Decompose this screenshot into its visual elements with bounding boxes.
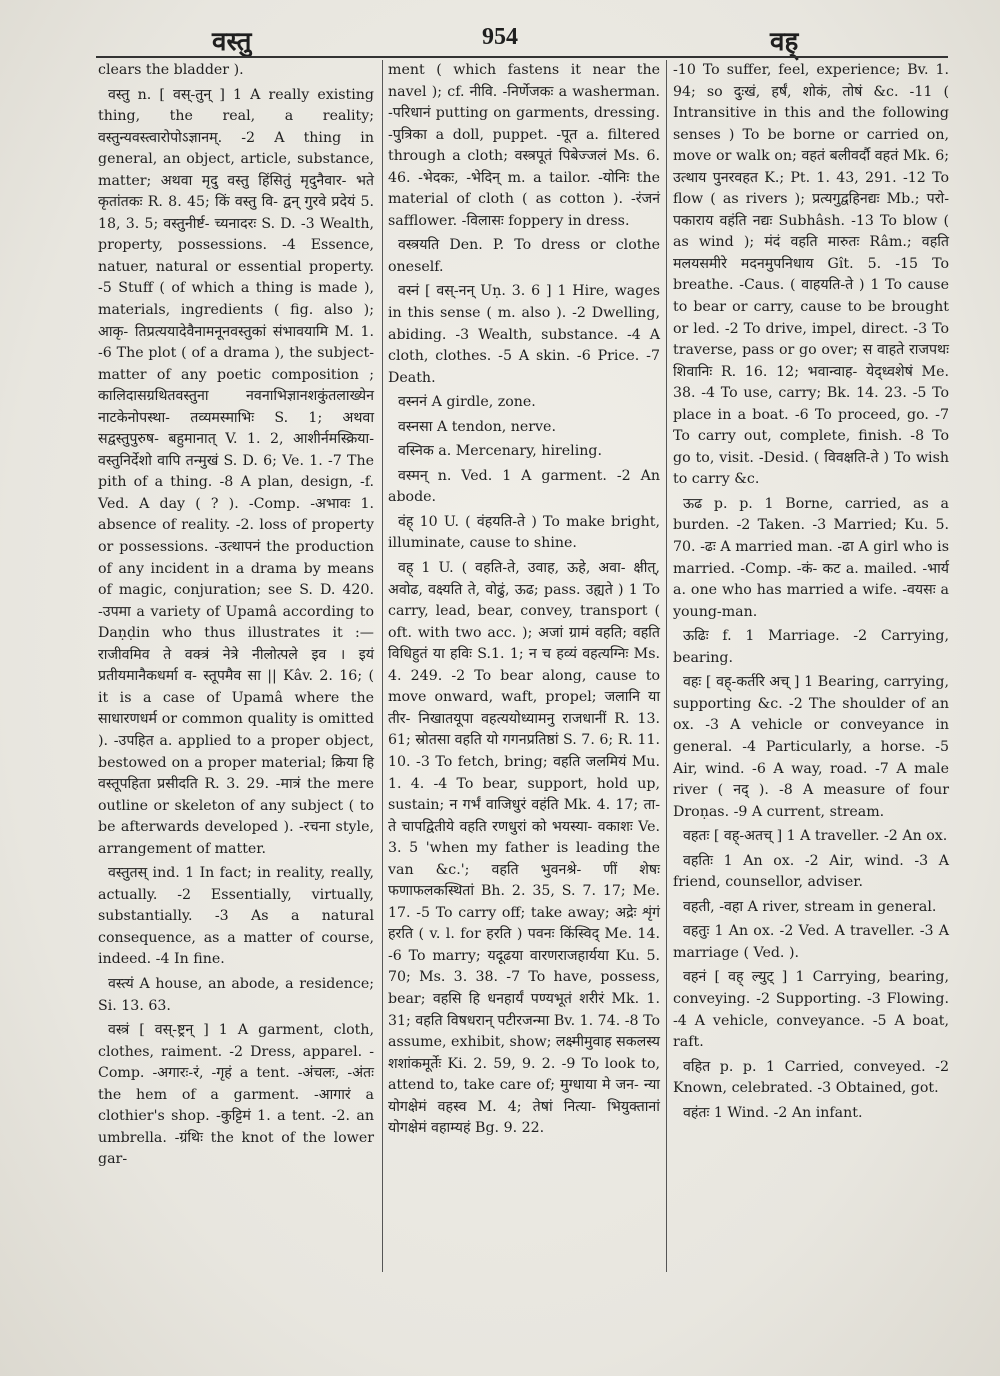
column-right bbox=[673, 60, 949, 1127]
entry-text: वस्नसा A tendon, nerve. bbox=[398, 418, 556, 435]
entry-text: वहित p. p. 1 Carried, conveyed. -2 Known, celebrated. -3 Obtained, got. bbox=[673, 1058, 949, 1097]
column-divider-1 bbox=[382, 60, 383, 1272]
entry-text: वस्तु n. [ वस्-तुन् ] 1 A really existing thing, the real, a reality; वस्तुन्यवस्त्वारोपोऽज्ञानम्. -2 A thing in general, an object, article, substance, matter; अथवा मृदु वस्तु हिंसितुं मृदुनैवार- भते कृतांतकः R. 8. 45; किं वस्तु वि- द्वन् गुरवे प्रदेयं 5. 18, 3. 5; वस्तुनीर्ष्ट- च्यनादरः S. D. -3 Wealth, property, possessions. -4 Essence, natuer, natural or essential property. -5 Stuff ( of which a thing is made ), materials, ingredients ( fig. also ); आकृ- तिप्रत्ययादेवैनामनूनवस्तुकां संभावयामि M. 1. -6 The plot ( of a drama ), the subject-matter of any poetic composition ; कालिदासग्रथितवस्तुना नवनाभिज्ञानशकुंतलाख्येन नाटकेनोपस्था- तव्यमस्माभिः S. 1; अथवा सद्वस्तुपुरुष- बहुमानात् V. 1. 2, आशीर्नमस्क्रिया- वस्तुनिर्देशो वापि तन्मुखं S. D. 6; Ve. 1. -7 The pith of a thing. -8 A plan, design, -f. Ved. A day ( ? ). -Comp. -अभावः 1. absence of reality. -2. loss of property or possessions. -उत्थापनं the production of any incident in a drama by means of magic, conjuration; see S. D. 420. -उपमा a variety of Upamâ according to Daṇḍin who thus illustrates it :—राजीवमिव ते वक्त्रं नेत्रे नीलोत्पले इव । इयं प्रतीयमानैकधर्मा व- स्तूपमैव सा || Kâv. 2. 16; ( it is a case of Upamâ where the साधारणधर्म or common quality is omitted ). -उपहित a. applied to a proper object, bestowed on a proper material; क्रिया हि वस्तूपहिता प्रसीदति R. 3. 29. -मात्रं the mere outline or skeleton of any subject ( to be afterwards developed ). -रचना style, arrangement of matter. bbox=[98, 86, 374, 857]
entry-text: वस्त्रयति Den. P. To dress or clothe oneself. bbox=[388, 237, 660, 275]
guide-word-left: वस्तु bbox=[212, 27, 252, 57]
entry-text: वस्तुतस् ind. 1 In fact; in reality, really, actually. -2 Essentially, virtually, substantially. -3 As a natural consequence, as a matter of course, indeed. -4 In fine. bbox=[98, 865, 374, 968]
page-header bbox=[0, 14, 1000, 58]
entry-text: वस्नं [ वस्-नन् Uṇ. 3. 6 ] 1 Hire, wages in this sense ( m. also ). -2 Dwelling, abiding. -3 Wealth, substance. -4 A cloth, clothes. -5 A skin. -6 Price. -7 Death. bbox=[388, 283, 660, 386]
entry-text: वस्निक a. Mercenary, hireling. bbox=[398, 443, 602, 460]
entry-text: ऊढ p. p. 1 Borne, carried, as a burden. -2 Taken. -3 Married; Ku. 5. 70. -ढः A married man. -ढा A girl who is married. -Comp. -कं- कट a. mailed. -भार्य a. one who has married a wife. -वयसः a young-man. bbox=[673, 495, 949, 620]
entry-text: वहतिः 1 An ox. -2 Air, wind. -3 A friend, counsellor, adviser. bbox=[673, 852, 949, 891]
column-left bbox=[98, 60, 374, 1174]
entry-text: वस्त्यं A house, an abode, a residence; Si. 13. 63. bbox=[98, 975, 374, 1014]
entry-text: वहतः [ वह्-अतच् ] 1 A traveller. -2 An ox. bbox=[683, 828, 948, 845]
entry-text: वहंतः 1 Wind. -2 An infant. bbox=[683, 1104, 863, 1121]
entry-text: ment ( which fastens it near the navel ); cf. नीवि. -निर्णेजकः a washerman. -परिधानं putting on garments, dressing. -पुत्रिका a doll, puppet. -पूत a. filtered through a cloth; वस्त्रपूतं पिबेज्जलं Ms. 6. 46. -भेदकः, -भेदिन् m. a tailor. -योनिः the material of cloth ( as cotton ). -रंजनं safflower. -विलासः foppery in dress. bbox=[388, 62, 660, 229]
column-middle bbox=[388, 60, 660, 1143]
entry-text: -10 To suffer, feel, experience; Bv. 1. 94; so दुःखं, हर्षं, शोकं, तोषं &c. -11 ( Intransitive in this and the following senses ) To be borne or carried on, move or walk on; वहतं बलीवर्दौ वहतं Mk. 6; उत्थाय पुनरवहत K.; Pt. 1. 43, 291. -12 To flow ( as rivers ); प्रत्यगुद्वहिनद्यः Mb.; परो- पकाराय वहंति नद्यः Subhâsh. -13 To blow ( as wind ); मंदं वहति मारुतः Râm.; वहति मलयसमीरे मदनमुपनिधाय Gît. 5. -15 To breathe. -Caus. ( वाहयति-ते ) 1 To cause to bear or carry, cause to be brought or led. -2 To drive, impel, direct. -3 To traverse, pass or go over; स वाहते राजपथः शिवानिः R. 16. 12; भवान्वाह- येद्ध्वशेषं Me. 38. -4 To use, carry; Bk. 14. 23. -5 To place in a boat. -6 To proceed, go. -7 To carry out, complete, finish. -8 To go to, visit. -Desid. ( विवक्षति-ते ) To wish to carry &c. bbox=[673, 62, 949, 488]
column-divider-2 bbox=[666, 60, 667, 1272]
entry-text: वहः [ वह्-कर्तरि अच् ] 1 Bearing, carrying, supporting &c. -2 The shoulder of an ox. -3 A vehicle or conveyance in general. -4 Particularly, a horse. -5 Air, wind. -6 A way, road. -7 A male river ( नद् ). -8 A measure of four Droṇas. -9 A current, stream. bbox=[673, 674, 949, 820]
entry-text: clears the bladder ). bbox=[98, 62, 244, 78]
entry-text: वस्मन् n. Ved. 1 A garment. -2 An abode. bbox=[388, 467, 660, 506]
entry-text: वह् 1 U. ( वहति-ते, उवाह, ऊहे, अवा- क्षीत्, अवोढ, वक्ष्यति ते, वोढुं, ऊढ; pass. उह्यते ) 1 To carry, lead, bear, convey, transport ( oft. with two acc. ); अजां ग्रामं वहति; वहति विधिहुतं या हविः S.1. 1; न च हव्यं वहत्यग्निः Ms. 4. 249. -2 To bear along, cause to move onward, waft, propel; जलानि या तीर- निखातयूपा वहत्ययोध्यामनु राजधानीं R. 13. 61; स्रोतसा वहति यो गगनप्रतिष्ठां S. 7. 6; R. 11. 10. -3 To fetch, bring; वहति जलमियं Mu. 1. 4. -4 To bear, support, hold up, sustain; न गर्भं वाजिधुरं वहंति Mk. 4. 17; ता- ते चापद्वितीये वहति रणधुरां को भयस्या- वकाशः Ve. 3. 5 'when my father is leading the van &c.'; वहति भुवनश्रे- णीं शेषः फणाफलकस्थितां Bh. 2. 35, S. 7. 17; Me. 17. -5 To carry off; take away; अद्रेः शृंगं हरति ( v. l. for हरति ) पवनः किंस्विद् Me. 14. -6 To marry; यदूढया वारणराजहार्यया Ku. 5. 70; Ms. 3. 38. -7 To have, possess, bear; वहसि हि धनहार्यं पण्यभूतं शरीरं Mk. 1. 31; वहति विषधरान् पटीरजन्मा Bv. 1. 74. -8 To assume, exhibit, show; लक्ष्मीमुवाह सकलस्य शशांकमूर्तेः Ki. 2. 59, 9. 2. -9 To look to, attend to, take care of; मुग्धाया मे जन- न्या योगक्षेमं वहस्व M. 4; तेषां नित्या- भियुक्तानां योगक्षेमं वहाम्यहं Bg. 9. 22. bbox=[388, 560, 660, 1137]
page-number: 954 bbox=[482, 24, 518, 50]
entry-text: वहतुः 1 An ox. -2 Ved. A traveller. -3 A marriage ( Ved. ). bbox=[673, 923, 949, 961]
entry-text: वस्ननं A girdle, zone. bbox=[398, 394, 536, 411]
entry-text: वहती, -वहा A river, stream in general. bbox=[683, 898, 937, 915]
header-rule bbox=[96, 56, 948, 58]
guide-word-right: वह् bbox=[770, 27, 799, 57]
entry-text: ऊढिः f. 1 Marriage. -2 Carrying, bearing. bbox=[673, 628, 949, 666]
entry-text: वंह् 10 U. ( वंहयति-ते ) To make bright, illuminate, cause to shine. bbox=[388, 513, 660, 552]
entry-text: वस्त्रं [ वस्-ष्ट्रन् ] 1 A garment, cloth, clothes, raiment. -2 Dress, apparel. -Comp. -अगारः-रं, -गृहं a tent. -अंचलः, -अंतः the hem of a garment. -आगारं a clothier's shop. -कुट्टिमं 1. a tent. -2. an umbrella. -ग्रंथिः the knot of the lower gar- bbox=[98, 1022, 374, 1168]
entry-text: वहनं [ वह् ल्युट् ] 1 Carrying, bearing, conveying. -2 Supporting. -3 Flowing. -4 A vehicle, conveyance. -5 A boat, raft. bbox=[673, 969, 949, 1051]
